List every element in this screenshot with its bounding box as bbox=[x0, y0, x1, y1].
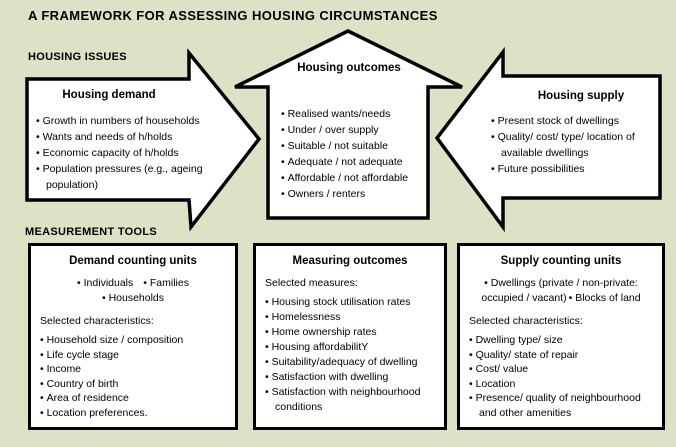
selected-characteristics-label: Selected characteristics: bbox=[469, 315, 583, 327]
unit-item: • Families bbox=[143, 277, 189, 289]
bullet-item: • Income bbox=[40, 362, 226, 377]
bullet-item: • Housing stock utilisation rates bbox=[265, 295, 435, 310]
housing-outcomes-title: Housing outcomes bbox=[297, 62, 401, 74]
bullet-item: • Quality/ state of repair bbox=[469, 348, 653, 363]
supply-counting-units-title: Supply counting units bbox=[500, 255, 622, 267]
bullet-item: • Suitability/adequacy of dwelling bbox=[265, 355, 435, 370]
housing-outcomes-list bbox=[281, 106, 427, 202]
bullet-item: • Future possibilities bbox=[491, 161, 663, 177]
bullet-item: • Wants and needs of h/holds bbox=[36, 129, 212, 145]
bullet-item: • Life cycle stage bbox=[40, 348, 226, 363]
bullet-item: • Housing affordabilitY bbox=[265, 340, 435, 355]
demand-counting-units-box bbox=[28, 243, 238, 430]
bullet-item: • Household size / composition bbox=[40, 333, 226, 348]
bullet-item: • Adequate / not adequate bbox=[281, 154, 427, 170]
unit-item: • Households bbox=[102, 292, 164, 304]
unit-item: • Individuals bbox=[77, 277, 133, 289]
bullet-item: • Population pressures (e.g., ageing population) bbox=[36, 161, 212, 193]
unit-item: • Dwellings (private / non-private: occupied / vacant) bbox=[481, 277, 637, 304]
demand-units bbox=[40, 276, 226, 306]
bullet-item: • Presence/ quality of neighbourhood and other amenities bbox=[469, 391, 653, 420]
bullet-item: • Economic capacity of h/holds bbox=[36, 145, 212, 161]
bullet-item: • Satisfaction with neighbourhood conditions bbox=[265, 385, 435, 415]
measuring-outcomes-title: Measuring outcomes bbox=[292, 255, 408, 267]
bullet-item: • Dwelling type/ size bbox=[469, 333, 653, 348]
bullet-item: • Owners / renters bbox=[281, 186, 427, 202]
bullet-item: • Quality/ cost/ type/ location of available dwellings bbox=[491, 129, 663, 161]
demand-counting-units-title: Demand counting units bbox=[69, 255, 197, 267]
bullet-item: • Satisfaction with dwelling bbox=[265, 370, 435, 385]
selected-characteristics-label: Selected characteristics: bbox=[40, 315, 154, 327]
housing-supply-title: Housing supply bbox=[537, 90, 625, 102]
bullet-item: • Location preferences. bbox=[40, 406, 226, 421]
section-label-measurement-tools: MEASUREMENT TOOLS bbox=[25, 226, 158, 238]
bullet-item: • Home ownership rates bbox=[265, 325, 435, 340]
measures-list bbox=[265, 295, 435, 415]
bullet-item: • Growth in numbers of households bbox=[36, 113, 212, 129]
supply-units bbox=[469, 276, 653, 306]
supply-characteristics-list bbox=[469, 333, 653, 420]
bullet-item: • Cost/ value bbox=[469, 362, 653, 377]
bullet-item: • Realised wants/needs bbox=[281, 106, 427, 122]
supply-counting-units-box bbox=[457, 243, 665, 430]
measuring-outcomes-box bbox=[253, 243, 447, 430]
bullet-item: • Affordable / not affordable bbox=[281, 170, 427, 186]
bullet-item: • Area of residence bbox=[40, 391, 226, 406]
demand-characteristics-list bbox=[40, 333, 226, 420]
section-label-housing-issues: HOUSING ISSUES bbox=[28, 51, 127, 63]
page-title: A FRAMEWORK FOR ASSESSING HOUSING CIRCUMSTANCES bbox=[28, 8, 438, 23]
bullet-item: • Suitable / not suitable bbox=[281, 138, 427, 154]
bullet-item: • Under / over supply bbox=[281, 122, 427, 138]
housing-demand-title: Housing demand bbox=[62, 89, 156, 101]
housing-demand-list bbox=[36, 113, 212, 193]
unit-item: • Blocks of land bbox=[569, 292, 641, 304]
bullet-item: • Present stock of dwellings bbox=[491, 113, 663, 129]
bullet-item: • Homelessness bbox=[265, 310, 435, 325]
bullet-item: • Location bbox=[469, 377, 653, 392]
bullet-item: • Country of birth bbox=[40, 377, 226, 392]
housing-supply-list bbox=[491, 113, 663, 177]
selected-measures-label: Selected measures: bbox=[265, 277, 358, 289]
